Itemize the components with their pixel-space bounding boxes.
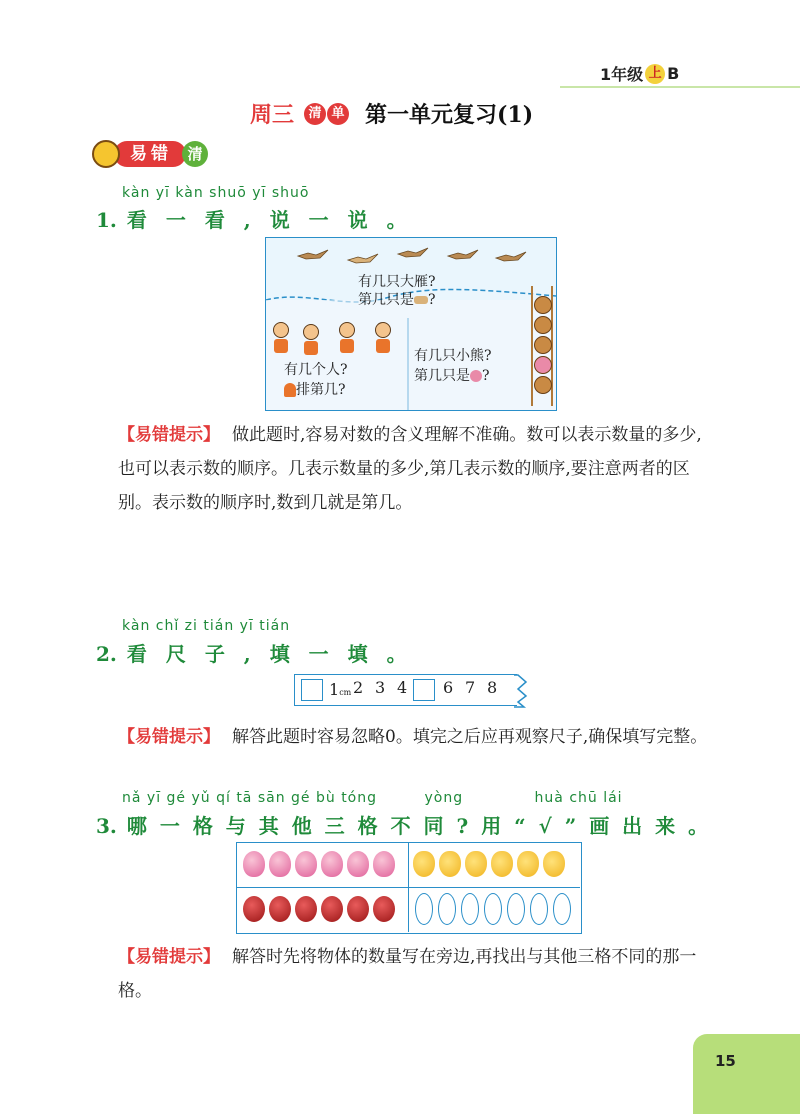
bear-icon bbox=[534, 296, 552, 314]
pear-icon bbox=[543, 851, 565, 877]
title-day: 周三 bbox=[250, 102, 295, 128]
q2-tip-label: 【易错提示】 bbox=[118, 727, 220, 747]
grade-prefix: 1年级 bbox=[600, 65, 644, 84]
q1-tip bbox=[118, 418, 708, 520]
bee-icon bbox=[92, 140, 120, 168]
badge-char-2: 单 bbox=[327, 103, 349, 125]
apple-icon bbox=[243, 896, 265, 922]
oval-icon bbox=[553, 893, 571, 925]
grade-suffix: B bbox=[667, 64, 680, 83]
page-number-tab bbox=[693, 1034, 800, 1114]
bears-order-question bbox=[414, 366, 490, 386]
goose-icon bbox=[446, 248, 480, 262]
bears-order-text: 第几只是 bbox=[414, 368, 470, 384]
geese-question: 有几只大雁? bbox=[358, 274, 436, 290]
semester-icon: 上 bbox=[645, 64, 665, 84]
child-icon bbox=[272, 322, 290, 352]
child-icon bbox=[374, 322, 392, 352]
oval-icon bbox=[415, 893, 433, 925]
apple-icon bbox=[269, 896, 291, 922]
q3-figure bbox=[236, 842, 582, 934]
cell-ovals[interactable] bbox=[409, 888, 580, 932]
cell-apples[interactable] bbox=[237, 888, 409, 932]
q3-tip-label: 【易错提示】 bbox=[118, 947, 220, 967]
pear-icon bbox=[413, 851, 435, 877]
q3-tip-text: 解答时先将物体的数量写在旁边,再找出与其他三格不同的那一格。 bbox=[118, 947, 697, 1001]
title-unit: 第一单元复习(1) bbox=[365, 102, 534, 128]
peach-icon bbox=[321, 851, 343, 877]
oval-icon bbox=[530, 893, 548, 925]
q1-question bbox=[96, 204, 413, 233]
people-order-question bbox=[284, 380, 346, 400]
bear-mini-icon bbox=[470, 370, 482, 382]
oval-icon bbox=[438, 893, 456, 925]
geese-order-question bbox=[358, 290, 436, 310]
ruler bbox=[294, 674, 517, 706]
peach-icon bbox=[243, 851, 265, 877]
cell-peaches[interactable] bbox=[237, 843, 409, 888]
q2-pinyin: kàn chǐ zi tián yī tián bbox=[122, 618, 291, 634]
apple-icon bbox=[347, 896, 369, 922]
goose-icon bbox=[396, 246, 430, 260]
q3-text: 哪 一 格 与 其 他 三 格 不 同 ? 用 “ √ ” 画 出 来 。 bbox=[126, 814, 712, 838]
bears-question: 有几只小熊? bbox=[414, 348, 492, 364]
pear-icon bbox=[439, 851, 461, 877]
people-question: 有几个人? bbox=[284, 362, 348, 378]
q1-tip-text: 做此题时,容易对数的含义理解不准确。数可以表示数量的多少,也可以表示数的顺序。几表示数量的多少,第几表示数的顺序,要注意两者的区别。表示数的顺序时,数到几就是第几。 bbox=[118, 425, 702, 513]
goose-icon bbox=[494, 250, 528, 264]
ruler-number: 3 bbox=[375, 678, 386, 697]
child-icon bbox=[338, 322, 356, 352]
apple-icon bbox=[295, 896, 317, 922]
apple-icon bbox=[373, 896, 395, 922]
page-title bbox=[250, 98, 533, 129]
ruler-number: 8 bbox=[487, 678, 498, 697]
ruler-number: 4 bbox=[397, 678, 408, 697]
geese-order-text: 第几只是 bbox=[358, 292, 414, 308]
peach-icon bbox=[347, 851, 369, 877]
q1-pinyin: kàn yī kàn shuō yī shuō bbox=[122, 185, 310, 201]
goose-icon-highlight bbox=[346, 252, 380, 266]
page-number: 15 bbox=[715, 1052, 736, 1070]
ruler-one: 1cm bbox=[329, 680, 352, 699]
q3-tip bbox=[118, 940, 708, 1008]
geese-qmark: ? bbox=[428, 292, 436, 308]
header-divider bbox=[560, 86, 800, 88]
q2-question bbox=[96, 638, 413, 667]
badge-char-1: 清 bbox=[304, 103, 326, 125]
ruler-number: 2 bbox=[353, 678, 364, 697]
ruler-unit: cm bbox=[339, 688, 352, 697]
bear-icon bbox=[534, 316, 552, 334]
q2-tip-text: 解答此题时容易忽略0。填完之后应再观察尺子,确保填写完整。 bbox=[232, 727, 708, 747]
peach-icon bbox=[269, 851, 291, 877]
q3-question bbox=[96, 810, 711, 839]
q2-text: 看 尺 子 , 填 一 填 。 bbox=[126, 642, 413, 666]
grade-label bbox=[600, 62, 679, 85]
section-label: 易错 bbox=[114, 141, 186, 167]
people-order-text: 排第几? bbox=[296, 382, 346, 398]
q2-number: 2. bbox=[96, 642, 117, 666]
q3-pinyin-c: huà chū lái bbox=[534, 790, 623, 806]
peach-icon bbox=[295, 851, 317, 877]
q1-text: 看 一 看 , 说 一 说 。 bbox=[126, 208, 413, 232]
bears-qmark: ? bbox=[482, 368, 490, 384]
bear-icon bbox=[534, 376, 552, 394]
oval-icon bbox=[461, 893, 479, 925]
q3-number: 3. bbox=[96, 814, 117, 838]
child-icon bbox=[302, 324, 320, 354]
oval-icon bbox=[507, 893, 525, 925]
pear-icon bbox=[491, 851, 513, 877]
ruler-number: 6 bbox=[443, 678, 454, 697]
oval-icon bbox=[484, 893, 502, 925]
q3-pinyin-b: yòng bbox=[424, 790, 464, 806]
q1-figure bbox=[265, 237, 557, 411]
section-tag: 清 bbox=[182, 141, 208, 167]
goose-mini-icon bbox=[414, 296, 428, 304]
apple-icon bbox=[321, 896, 343, 922]
bear-icon bbox=[534, 336, 552, 354]
q3-pinyin-a: nǎ yī gé yǔ qí tā sān gé bù tóng bbox=[122, 790, 378, 806]
cell-pears[interactable] bbox=[409, 843, 580, 888]
ruler-blank-1[interactable] bbox=[301, 679, 323, 701]
q1-number: 1. bbox=[96, 208, 117, 232]
q1-tip-label: 【易错提示】 bbox=[118, 425, 220, 445]
q2-tip bbox=[118, 720, 708, 754]
pear-icon bbox=[465, 851, 487, 877]
goose-icon bbox=[296, 248, 330, 262]
q3-pinyin bbox=[122, 790, 623, 806]
ruler-broken-end-icon bbox=[514, 674, 532, 708]
ruler-blank-2[interactable] bbox=[413, 679, 435, 701]
qingdan-badge-icon bbox=[304, 103, 349, 125]
bear-icon-highlight bbox=[534, 356, 552, 374]
child-mini-icon bbox=[284, 383, 296, 397]
ruler-number: 7 bbox=[465, 678, 476, 697]
peach-icon bbox=[373, 851, 395, 877]
section-badge bbox=[92, 140, 208, 168]
pear-icon bbox=[517, 851, 539, 877]
